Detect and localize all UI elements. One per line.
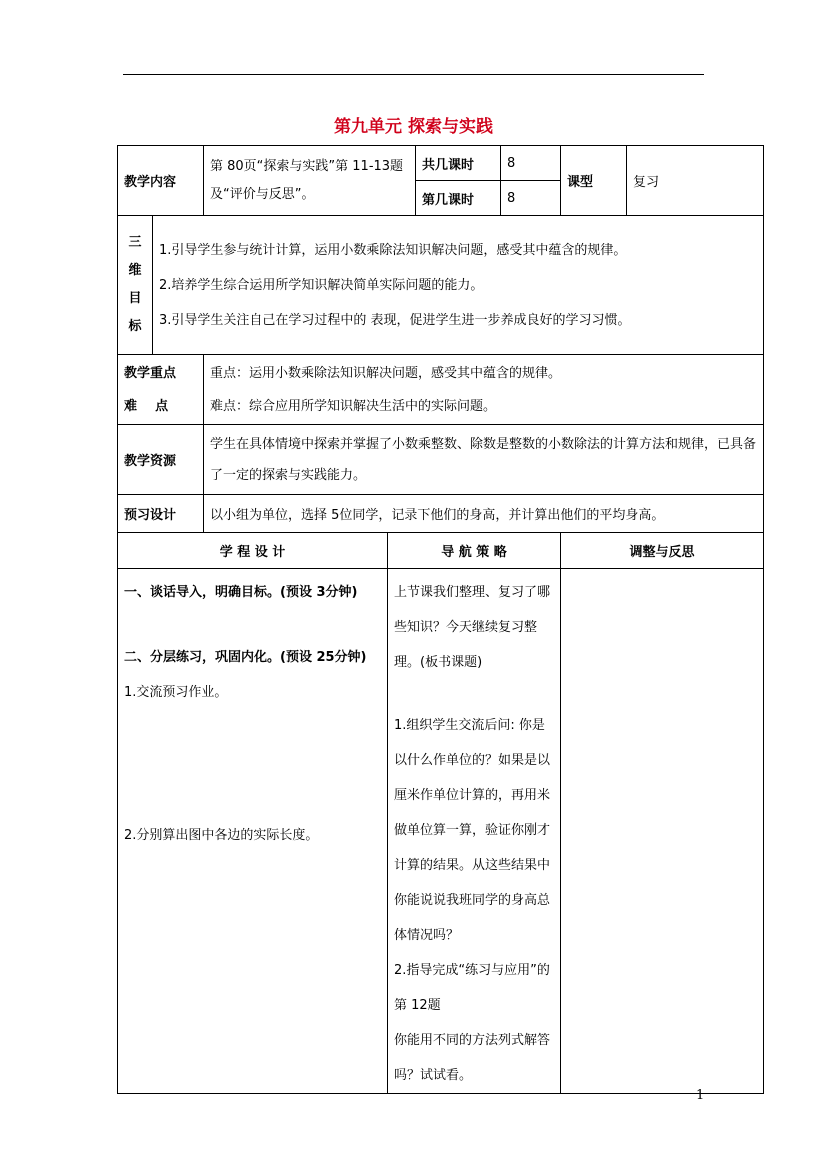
- step-item: 1.交流预习作业。: [124, 685, 228, 700]
- total-lessons-label: 共几课时: [416, 146, 501, 181]
- key-point: 重点：运用小数乘除法知识解决问题，感受其中蕴含的规律。: [210, 365, 562, 381]
- content-text: 第 80页“探索与实践”第 11-13题及“评价与反思”。: [204, 146, 416, 216]
- goals-label: 三 维 目 标: [118, 216, 153, 355]
- preview-text: 以小组为单位，选择 5位同学，记录下他们的身高，并计算出他们的平均身高。: [204, 495, 764, 533]
- guide-item: 上节课我们整理、复习了哪些知识？今天继续复习整理。(板书课题): [394, 585, 551, 670]
- page-title: 第九单元 探索与实践: [334, 117, 493, 137]
- lesson-type-value: 复习: [627, 146, 764, 216]
- preview-label: 预习设计: [118, 495, 204, 533]
- current-lesson-label: 第几课时: [416, 181, 501, 216]
- resources-text: 学生在具体情境中探索并掌握了小数乘整数、除数是整数的小数除法的计算方法和规律，已具备了一定的探索与实践能力。: [204, 425, 764, 495]
- design-column: [118, 569, 388, 1094]
- guide-item: 你能用不同的方法列式解答吗？试试看。: [394, 1033, 551, 1083]
- goal-item: 1.引导学生参与统计计算，运用小数乘除法知识解决问题，感受其中蕴含的规律。: [159, 242, 627, 258]
- guide-item: 2.指导完成“练习与应用”的第 12题: [394, 963, 550, 1013]
- total-lessons-value: 8: [501, 146, 561, 181]
- section-practice-title: 二、分层练习，巩固内化。(预设 25分钟): [124, 650, 367, 665]
- goal-item: 3.引导学生关注自己在学习过程中的 表现，促进学生进一步养成良好的学习习惯。: [159, 312, 631, 328]
- key-points-text: [204, 355, 764, 425]
- key-points-label: 教学重点 难 点: [118, 355, 204, 425]
- lesson-plan-table: [117, 145, 764, 1094]
- guide-item: 1.组织学生交流后问: 你是以什么作单位的？如果是以厘米作单位计算的，再用米做单位算一算，验证你刚才计算的结果。从这些结果中你能说说我班同学的身高总体情况吗？: [394, 718, 551, 943]
- current-lesson-value: 8: [501, 181, 561, 216]
- page-number: 1: [696, 1088, 705, 1103]
- goals-list: [153, 216, 764, 355]
- col-header-strategy: 导 航 策 略: [388, 533, 561, 569]
- lesson-type-label: 课型: [561, 146, 627, 216]
- header-rule: [123, 74, 704, 75]
- difficult-point: 难点：综合应用所学知识解决生活中的实际问题。: [210, 398, 497, 414]
- col-header-design: 学 程 设 计: [118, 533, 388, 569]
- col-header-reflection: 调整与反思: [561, 533, 764, 569]
- goal-item: 2.培养学生综合运用所学知识解决简单实际问题的能力。: [159, 277, 484, 293]
- content-label: 教学内容: [118, 146, 204, 216]
- reflection-column: [561, 569, 764, 1094]
- section-intro-title: 一、谈话导入，明确目标。(预设 3分钟): [124, 585, 358, 600]
- resources-label: 教学资源: [118, 425, 204, 495]
- step-item: 2.分别算出图中各边的实际长度。: [124, 828, 319, 843]
- strategy-column: [388, 569, 561, 1094]
